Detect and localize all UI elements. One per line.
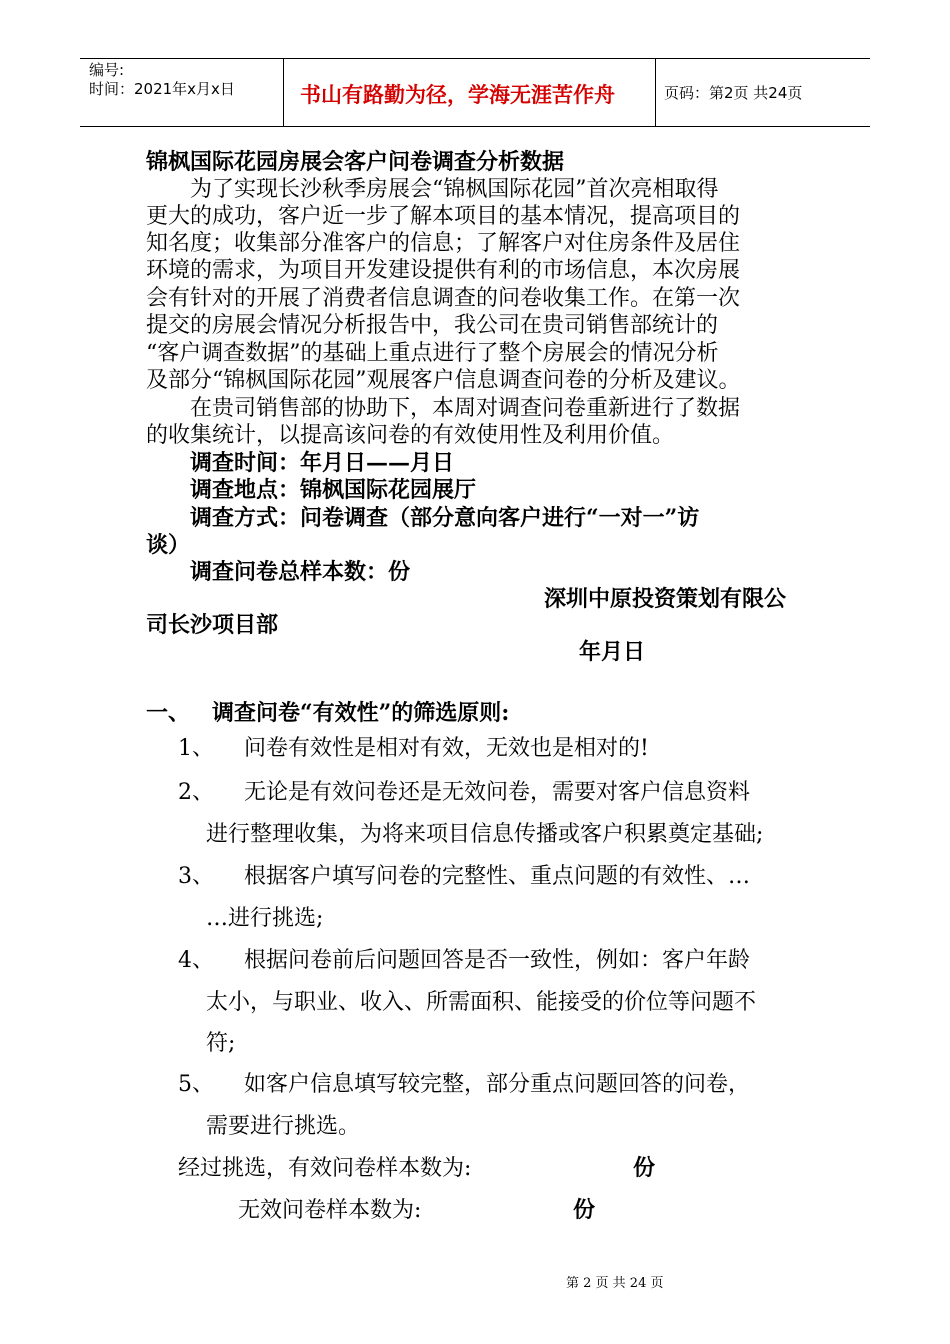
header-time-label: 时间：2021年x月x日 — [89, 80, 235, 98]
signature-company-cont: 司长沙项目部 — [146, 612, 279, 638]
survey-method: 调查方式：问卷调查（部分意向客户进行“一对一”访 — [190, 505, 700, 531]
survey-time: 调查时间：年月日——月日 — [190, 450, 455, 476]
list-item-number: 3、 — [178, 864, 214, 889]
list-item-number: 1、 — [178, 736, 214, 761]
list-item-number: 5、 — [178, 1072, 214, 1097]
list-item-text: 如客户信息填写较完整，部分重点问题回答的问卷， — [244, 1072, 751, 1097]
intro-line: 知名度；收集部分准客户的信息；了解客户对住房条件及居住 — [146, 231, 741, 256]
list-item-number: 2、 — [178, 780, 214, 805]
intro-line: 环境的需求，为项目开发建设提供有利的市场信息，本次房展 — [146, 258, 741, 283]
list-item-text: 符; — [206, 1031, 236, 1056]
invalid-count-label: 无效问卷样本数为: — [238, 1198, 422, 1223]
section-number: 一、 — [146, 700, 191, 726]
header-top-border — [80, 58, 870, 59]
list-item-text: 根据客户填写问卷的完整性、重点问题的有效性、… — [244, 864, 751, 889]
header-divider-left — [283, 58, 284, 126]
invalid-count-unit: 份 — [573, 1197, 596, 1223]
survey-method-cont: 谈） — [146, 532, 191, 558]
list-item-text: 进行整理收集，为将来项目信息传播或客户积累奠定基础; — [206, 822, 764, 847]
header-divider-right — [655, 58, 656, 126]
list-item-text: 需要进行挑选。 — [206, 1114, 361, 1139]
list-item-number: 4、 — [178, 948, 214, 973]
signature-company: 深圳中原投资策划有限公 — [544, 586, 787, 612]
second-line: 在贵司销售部的协助下，本周对调查问卷重新进行了数据 — [190, 396, 741, 421]
list-item-text: 根据问卷前后问题回答是否一致性，例如：客户年龄 — [244, 948, 751, 973]
signature-date: 年月日 — [579, 639, 646, 665]
intro-line: “客户调查数据”的基础上重点进行了整个房展会的情况分析 — [146, 341, 719, 366]
header-page-info: 页码：第2页 共24页 — [664, 84, 803, 102]
list-item-text: 太小，与职业、收入、所需面积、能接受的价位等问题不 — [206, 990, 757, 1015]
document-title: 锦枫国际花园房展会客户问卷调查分析数据 — [146, 149, 565, 175]
intro-line: 会有针对的开展了消费者信息调查的问卷收集工作。在第一次 — [146, 286, 741, 311]
page-footer: 第 2 页 共 24 页 — [566, 1276, 664, 1291]
list-item-text: …进行挑选; — [206, 906, 324, 931]
intro-line: 提交的房展会情况分析报告中，我公司在贵司销售部统计的 — [146, 313, 719, 338]
header-bottom-border — [80, 126, 870, 127]
intro-line: 为了实现长沙秋季房展会“锦枫国际花园”首次亮相取得 — [190, 177, 719, 202]
second-line: 的收集统计，以提高该问卷的有效使用性及利用价值。 — [146, 423, 675, 448]
survey-sample: 调查问卷总样本数：份 — [190, 559, 411, 585]
header-motto: 书山有路勤为径，学海无涯苦作舟 — [300, 82, 615, 107]
list-item-text: 无论是有效问卷还是无效问卷，需要对客户信息资料 — [244, 780, 751, 805]
header-serial-label: 编号: — [89, 61, 125, 79]
intro-line: 更大的成功，客户近一步了解本项目的基本情况，提高项目的 — [146, 204, 741, 229]
valid-count-label: 经过挑选，有效问卷样本数为: — [178, 1156, 472, 1181]
survey-place: 调查地点：锦枫国际花园展厅 — [190, 477, 477, 503]
list-item-text: 问卷有效性是相对有效，无效也是相对的! — [244, 736, 649, 761]
section-heading: 调查问卷“有效性”的筛选原则: — [212, 700, 510, 726]
intro-line: 及部分“锦枫国际花园”观展客户信息调查问卷的分析及建议。 — [146, 368, 741, 393]
valid-count-unit: 份 — [633, 1155, 656, 1181]
